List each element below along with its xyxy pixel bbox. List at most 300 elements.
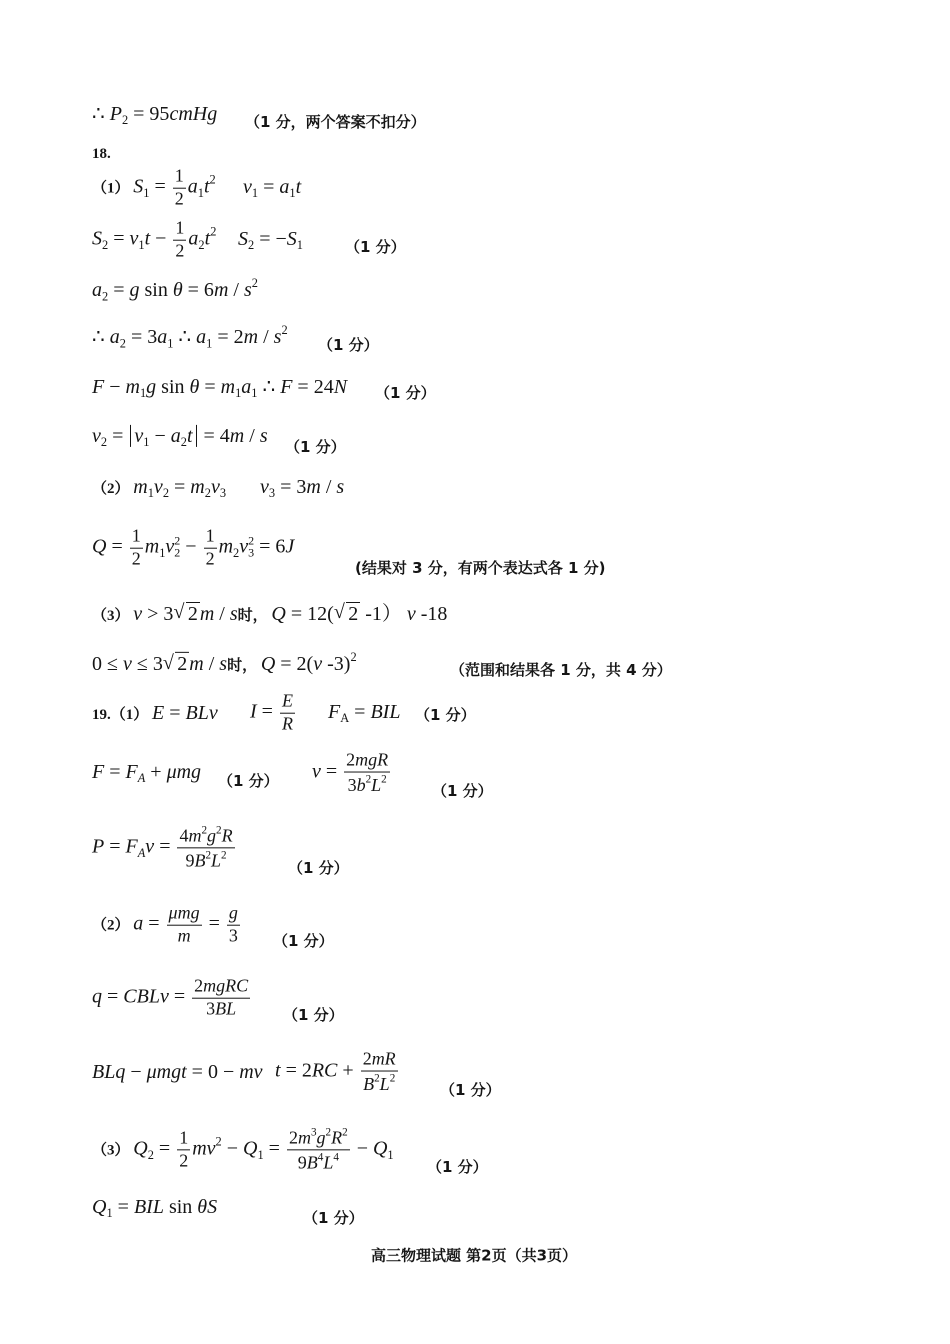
math-variable: t xyxy=(275,1059,281,1082)
score-note-line-18: （1 分） xyxy=(440,1081,501,1099)
superscript: 2 xyxy=(201,824,208,837)
math-variable: B xyxy=(194,850,206,871)
math-variable: v xyxy=(313,653,323,676)
math-variable: s xyxy=(259,424,268,447)
math-text: 2 xyxy=(131,548,141,569)
score-note-line-15: （1 分） xyxy=(288,859,349,877)
math-text: 2 xyxy=(362,1048,372,1069)
math-variable: L xyxy=(379,1073,390,1094)
math-variable: F xyxy=(328,700,341,723)
superscript: 2 xyxy=(248,533,255,548)
score-note-line-19: （1 分） xyxy=(427,1158,488,1176)
math-text: = xyxy=(149,175,171,198)
fraction-denominator xyxy=(344,772,390,795)
superscript: 3 xyxy=(310,1126,317,1139)
math-text: = 2( xyxy=(275,653,314,676)
math-variable: s xyxy=(219,653,228,676)
math-variable: s xyxy=(336,475,345,498)
math-variable: mgRC xyxy=(203,975,249,996)
math-variable: v xyxy=(243,175,252,198)
formula-line-3a xyxy=(92,167,216,210)
superscript: 2 xyxy=(281,322,288,337)
fraction-numerator xyxy=(280,692,295,714)
math-text: / xyxy=(258,326,274,349)
math-text: 0 ≤ xyxy=(92,653,123,676)
math-text: ≤ 3 xyxy=(131,653,163,676)
formula-line-13c xyxy=(328,700,400,726)
math-variable: m xyxy=(199,603,215,625)
math-text: = 2 xyxy=(280,1059,312,1082)
math-variable: Q xyxy=(133,1137,148,1160)
fraction xyxy=(280,692,295,735)
subscript: 1 xyxy=(138,237,145,252)
math-variable: Q xyxy=(243,1137,258,1160)
fraction xyxy=(204,527,217,570)
score-note-line-6: （1 分） xyxy=(318,336,379,354)
fraction xyxy=(173,167,186,210)
math-text: = 24 xyxy=(292,375,334,398)
fraction-numerator xyxy=(361,1050,398,1072)
formula-line-1 xyxy=(92,102,217,128)
fraction xyxy=(177,824,234,871)
fraction-denominator xyxy=(177,849,234,872)
math-variable: m xyxy=(306,475,321,498)
score-note-line-20: （1 分） xyxy=(303,1209,364,1227)
math-text: − xyxy=(150,227,172,250)
subscript: 2 xyxy=(233,545,240,560)
subscript: 1 xyxy=(257,1147,264,1162)
subscript: 1 xyxy=(167,336,174,351)
superscript: 4 xyxy=(333,1151,339,1164)
math-variable: S xyxy=(133,175,144,198)
math-variable: F xyxy=(92,375,105,398)
math-variable: N xyxy=(333,375,348,398)
math-text: = 0 − xyxy=(186,1061,240,1083)
math-variable: BL xyxy=(215,998,237,1019)
math-text: = 3 xyxy=(125,326,158,349)
subscript: 2 xyxy=(174,545,181,560)
math-variable: v xyxy=(165,535,175,558)
math-variable: a xyxy=(187,175,198,198)
fraction-numerator xyxy=(177,824,234,848)
math-variable: v xyxy=(406,603,416,625)
math-text: = xyxy=(164,702,186,724)
math-variable: S xyxy=(286,227,297,250)
formula-line-5 xyxy=(92,276,258,305)
math-variable: E xyxy=(281,690,293,711)
fraction-numerator xyxy=(177,1129,190,1151)
math-variable: v xyxy=(312,760,321,783)
fraction-numerator xyxy=(173,167,186,189)
score-note-line-14a: （1 分） xyxy=(218,772,279,790)
label-text: （2） xyxy=(92,480,134,497)
math-variable: m xyxy=(189,653,204,676)
fraction-numerator xyxy=(167,904,202,926)
math-text: 9 xyxy=(185,850,195,871)
math-text: -18 xyxy=(415,603,448,625)
math-text: = xyxy=(256,700,278,723)
label-text: 时， xyxy=(227,658,261,675)
subscript: 2 xyxy=(162,486,170,501)
math-text: − xyxy=(149,424,171,447)
formula-line-7 xyxy=(92,375,347,401)
math-variable: a xyxy=(92,279,102,302)
math-variable: Q xyxy=(372,1137,388,1160)
fraction-numerator xyxy=(173,219,186,241)
math-text: ∴ xyxy=(92,326,110,349)
math-text: = xyxy=(107,424,129,447)
math-variable: g xyxy=(129,279,140,302)
radicand: 2 xyxy=(187,603,198,625)
math-variable: a xyxy=(133,912,144,935)
math-text: + xyxy=(145,760,167,783)
math-variable: mR xyxy=(371,1048,396,1069)
formula-line-14b xyxy=(312,751,392,796)
math-variable: v xyxy=(153,475,163,498)
formula-line-6 xyxy=(92,323,288,352)
math-variable: v xyxy=(260,475,269,498)
subscript: 1 xyxy=(206,336,213,351)
fraction-numerator xyxy=(130,527,143,549)
fraction xyxy=(130,527,143,570)
math-variable: t xyxy=(295,175,302,198)
math-variable: a xyxy=(109,326,120,349)
math-variable: S xyxy=(92,227,102,250)
subscript: 1 xyxy=(159,545,166,560)
math-text: = xyxy=(153,1137,176,1160)
math-variable: B xyxy=(306,1152,318,1173)
fraction-numerator xyxy=(192,977,250,999)
math-variable: t xyxy=(144,227,151,250)
subscript: 2 xyxy=(121,113,129,128)
math-variable: μmg xyxy=(166,760,202,783)
math-variable: t xyxy=(203,175,210,198)
math-variable: m xyxy=(133,475,148,498)
math-variable: v xyxy=(92,424,101,447)
math-variable: t xyxy=(204,227,211,250)
fraction xyxy=(167,904,202,947)
label-text: 19.（1） xyxy=(92,707,153,723)
score-note-line-10: (结果对 3 分，有两个表达式各 1 分) xyxy=(355,559,606,577)
math-text: = xyxy=(112,1195,134,1218)
math-text: = xyxy=(349,700,371,723)
math-variable: R xyxy=(221,825,233,846)
superscript: 2 xyxy=(251,275,258,290)
formula-line-19 xyxy=(92,1126,394,1173)
subscript: 1 xyxy=(143,185,150,200)
subscript: 2 xyxy=(198,237,205,252)
label-text: （3） xyxy=(92,1142,134,1159)
math-variable: a xyxy=(241,375,252,398)
math-text: = xyxy=(168,985,191,1008)
fraction-denominator xyxy=(204,549,217,570)
score-note-line-8: （1 分） xyxy=(285,438,346,456)
formula-line-13a xyxy=(92,701,218,725)
fraction xyxy=(361,1050,398,1095)
math-text: = xyxy=(199,375,221,398)
fraction-denominator xyxy=(130,549,143,570)
math-text: -3) xyxy=(322,653,351,676)
math-variable: P xyxy=(109,102,122,125)
formula-line-16 xyxy=(92,904,242,947)
math-variable: m xyxy=(190,475,205,498)
score-note-line-4: （1 分） xyxy=(345,238,406,256)
math-variable: B xyxy=(363,1073,375,1094)
math-variable: P xyxy=(92,835,105,858)
math-variable: F xyxy=(125,760,138,783)
subscript: 1 xyxy=(296,238,303,253)
label-text: 时， xyxy=(237,608,272,624)
label-text: 18. xyxy=(92,146,111,162)
math-variable: m xyxy=(220,375,236,398)
subscript: 1 xyxy=(197,185,204,200)
score-note-line-17: （1 分） xyxy=(283,1006,344,1024)
score-note-line-7: （1 分） xyxy=(375,384,436,402)
subscript: 1 xyxy=(139,386,147,401)
math-text: + xyxy=(337,1059,359,1082)
math-text: 3 xyxy=(228,925,238,946)
subscript: 1 xyxy=(106,1206,113,1221)
math-variable: mv xyxy=(192,1137,216,1160)
formula-line-9b xyxy=(260,475,344,501)
math-text: 9 xyxy=(297,1152,307,1173)
subscript: A xyxy=(137,845,146,860)
superscript: 2 xyxy=(342,1126,348,1139)
math-variable: μmgt xyxy=(146,1061,187,1083)
math-text: − xyxy=(104,375,126,398)
label-text: （1） xyxy=(92,180,134,197)
formula-line-20 xyxy=(92,1195,217,1221)
math-text: = xyxy=(203,912,225,935)
score-note-line-1: （1 分，两个答案不扣分） xyxy=(245,113,426,131)
math-variable: m xyxy=(297,1127,311,1148)
subscript: 2 xyxy=(180,435,187,450)
math-text: 1 xyxy=(174,165,184,186)
math-text: 2 xyxy=(174,188,184,209)
math-text: = xyxy=(154,835,176,858)
superscript: 2 xyxy=(205,849,212,862)
formula-line-4b xyxy=(238,227,303,253)
square-root xyxy=(163,652,189,676)
math-text: 1 xyxy=(131,525,141,546)
math-text: = xyxy=(258,175,280,198)
math-text: sin xyxy=(156,375,190,398)
subscript: A xyxy=(340,711,350,726)
superscript: 2 xyxy=(216,824,222,837)
math-text: ∴ xyxy=(257,375,281,398)
math-variable: m xyxy=(213,279,229,302)
math-text: = 4 xyxy=(198,424,230,447)
subscript: 2 xyxy=(204,486,211,501)
superscript: 2 xyxy=(374,1072,380,1085)
math-variable: R xyxy=(281,713,293,734)
square-root xyxy=(173,602,199,626)
fraction-denominator xyxy=(227,926,240,947)
math-variable: s xyxy=(243,279,252,302)
superscript: 2 xyxy=(210,224,217,239)
radicand: 2 xyxy=(177,653,188,676)
math-variable: s xyxy=(229,603,238,625)
math-variable: m xyxy=(125,375,140,398)
math-variable: L xyxy=(211,850,222,871)
math-text: − xyxy=(221,1137,244,1160)
math-variable: RC xyxy=(311,1059,338,1082)
math-variable: v xyxy=(210,475,220,498)
superscript: 2 xyxy=(209,172,216,187)
formula-line-18b xyxy=(275,1050,400,1095)
math-variable: a xyxy=(196,326,207,349)
subscript: 2 xyxy=(100,435,108,450)
math-variable: Q xyxy=(92,535,107,558)
math-text: 3 xyxy=(347,774,357,795)
formula-line-9a xyxy=(92,475,226,501)
subscript: 2 xyxy=(248,238,255,253)
math-text: > 3 xyxy=(142,603,174,625)
math-variable: mv xyxy=(239,1061,263,1083)
math-text: = xyxy=(108,227,130,250)
fraction-denominator xyxy=(192,999,250,1020)
math-text: 2 xyxy=(179,1150,189,1171)
subscript: 1 xyxy=(387,1147,394,1162)
math-variable: m xyxy=(218,535,234,558)
math-text: = xyxy=(104,835,126,858)
math-variable: g xyxy=(316,1127,326,1148)
subscript: 3 xyxy=(268,486,276,501)
page-footer: 高三物理试题 第2页（共3页） xyxy=(370,1246,578,1265)
math-variable: s xyxy=(273,326,282,349)
math-variable: t xyxy=(186,424,193,447)
math-text: ∴ xyxy=(92,102,110,125)
fraction-denominator xyxy=(173,241,186,262)
math-text: = xyxy=(263,1137,285,1160)
math-variable: BIL xyxy=(133,1195,164,1218)
subscript: 1 xyxy=(235,386,242,401)
math-text: = xyxy=(108,279,130,302)
fraction xyxy=(173,219,186,262)
subscript: 2 xyxy=(102,289,109,304)
math-text: / xyxy=(320,475,337,498)
formula-line-8 xyxy=(92,424,268,450)
math-variable: m xyxy=(177,925,191,946)
formula-line-12 xyxy=(92,650,357,676)
math-variable: mgR xyxy=(355,749,389,770)
math-variable: F xyxy=(92,760,105,783)
math-text: = 6 xyxy=(182,279,214,302)
math-variable: θS xyxy=(197,1195,218,1218)
math-variable: a xyxy=(279,175,290,198)
math-text: = 6 xyxy=(254,535,286,558)
math-variable: v xyxy=(133,603,143,625)
score-note-line-13: （1 分） xyxy=(415,706,476,724)
math-variable: J xyxy=(285,535,295,558)
math-text: = xyxy=(104,760,126,783)
math-text: ∴ xyxy=(173,326,197,349)
math-text: 2 xyxy=(205,548,215,569)
math-variable: m xyxy=(144,535,160,558)
math-text: = xyxy=(143,912,165,935)
formula-line-11 xyxy=(92,602,447,626)
math-text: 3 xyxy=(206,998,216,1019)
fraction-numerator xyxy=(287,1126,350,1150)
formula-line-14a xyxy=(92,760,201,786)
radicand: 2 xyxy=(348,603,359,625)
subscript: 2 xyxy=(147,1147,154,1162)
math-variable: F xyxy=(280,375,293,398)
fraction xyxy=(344,751,390,796)
math-variable: L xyxy=(323,1152,334,1173)
math-variable: q xyxy=(92,985,102,1008)
math-variable: a xyxy=(157,326,168,349)
math-text: = xyxy=(102,985,124,1008)
fraction-denominator xyxy=(173,189,186,210)
math-text: / xyxy=(228,279,244,302)
math-variable: m xyxy=(229,424,245,447)
math-text: 2 xyxy=(175,240,185,261)
math-variable: a xyxy=(170,424,181,447)
superscript: 2 xyxy=(215,1134,222,1149)
math-text: 1 xyxy=(205,525,215,546)
formula-line-10 xyxy=(92,527,294,570)
formula-line-13b xyxy=(250,692,297,735)
math-variable: I xyxy=(250,700,257,723)
superscript: 2 xyxy=(174,533,181,548)
math-text: -1） xyxy=(360,603,407,625)
math-variable: E xyxy=(152,702,165,724)
fraction xyxy=(192,977,250,1020)
math-text: 2 xyxy=(288,1127,298,1148)
math-variable: v xyxy=(145,835,155,858)
superscript: 2 xyxy=(325,1126,332,1139)
fraction xyxy=(227,904,240,947)
math-variable: a xyxy=(188,227,199,250)
math-text: / xyxy=(214,603,230,625)
score-note-line-12: （范围和结果各 1 分，共 4 分） xyxy=(450,661,672,679)
math-text: sin xyxy=(163,1195,198,1218)
math-variable: v xyxy=(239,535,249,558)
math-text: = xyxy=(169,475,191,498)
math-text: − xyxy=(351,1137,373,1160)
superscript: 2 xyxy=(389,1072,396,1085)
math-text: = 12( xyxy=(285,603,334,625)
subscript: A xyxy=(137,771,146,786)
math-variable: g xyxy=(228,902,238,923)
fraction xyxy=(287,1126,350,1173)
math-text: 1 xyxy=(175,217,185,238)
subscript: 2 xyxy=(102,237,109,252)
formula-line-17 xyxy=(92,977,252,1020)
fraction xyxy=(177,1129,190,1172)
superscript: 2 xyxy=(365,773,372,786)
math-variable: Q xyxy=(271,603,286,625)
label-text: （3） xyxy=(92,608,134,624)
fraction-denominator xyxy=(177,1151,190,1172)
label-text: （2） xyxy=(92,917,134,934)
fraction-denominator xyxy=(287,1151,350,1174)
subscript: 1 xyxy=(251,386,258,401)
math-text: − xyxy=(125,1061,147,1083)
math-text: = 2 xyxy=(212,326,244,349)
subscript: 1 xyxy=(147,486,154,501)
math-text: = 95 xyxy=(128,102,170,125)
absolute-value xyxy=(130,424,196,450)
superscript: 2 xyxy=(381,773,387,786)
math-text: = xyxy=(320,760,343,783)
superscript: 2 xyxy=(221,849,227,862)
math-variable: θ xyxy=(172,279,183,302)
math-variable: Q xyxy=(92,1195,107,1218)
score-note-line-14b: （1 分） xyxy=(432,782,493,800)
superscript: 4 xyxy=(317,1151,324,1164)
